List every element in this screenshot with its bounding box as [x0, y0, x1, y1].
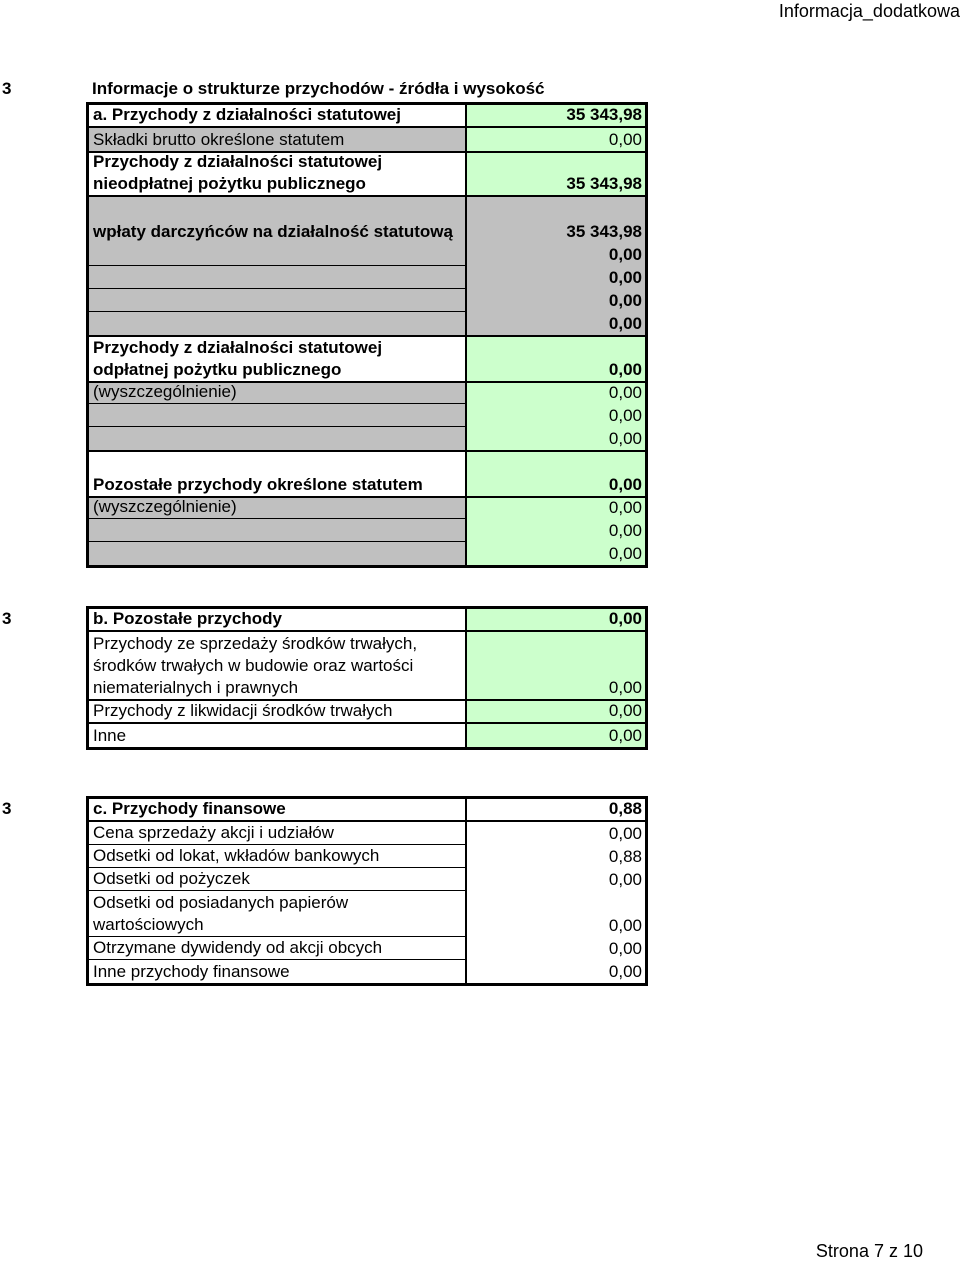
table-row: [89, 891, 645, 937]
row-label: b. Pozostałe przychody: [89, 609, 465, 630]
table-financial-revenue: [86, 796, 648, 986]
table-row: [89, 519, 645, 542]
row-value: 0,00: [465, 266, 645, 289]
row-value: 0,00: [465, 452, 645, 496]
row-label: [89, 312, 465, 335]
row-value: 0,00: [465, 868, 645, 891]
row-value: 0,00: [465, 128, 645, 151]
section-number: 3: [2, 799, 12, 818]
row-label: [89, 289, 465, 312]
table-row: [89, 609, 645, 632]
row-label: Pozostałe przychody określone statutem: [89, 452, 465, 496]
row-value: 0,00: [465, 609, 645, 630]
table-row: [89, 937, 645, 960]
row-label: Odsetki od posiadanych papierów wartościowych: [89, 891, 465, 937]
table-row: [89, 128, 645, 151]
table-row: [89, 496, 645, 519]
table-row: [89, 427, 645, 450]
row-value: 0,00: [465, 519, 645, 542]
row-value: 0,00: [465, 337, 645, 381]
table-row: [89, 404, 645, 427]
row-label: a. Przychody z działalności statutowej: [89, 105, 465, 126]
table-other-revenue: [86, 606, 648, 750]
table-row: [89, 151, 645, 197]
row-label: Inne: [89, 724, 465, 747]
row-label: Otrzymane dywidendy od akcji obcych: [89, 937, 465, 960]
row-value: 35 343,98: [465, 197, 645, 243]
row-label: [89, 404, 465, 427]
row-label: [89, 542, 465, 565]
row-label: Przychody ze sprzedaży środków trwałych, środków trwałych w budowie oraz wartości niematerialnych i prawnych: [89, 632, 465, 699]
row-value: 0,00: [465, 724, 645, 747]
row-label: Odsetki od pożyczek: [89, 868, 465, 891]
table-row: [89, 542, 645, 565]
section-number: 3: [2, 79, 12, 98]
row-value: 0,00: [465, 404, 645, 427]
table-row: [89, 960, 645, 983]
row-label: [89, 266, 465, 289]
row-value: 0,00: [465, 822, 645, 845]
row-value: 0,00: [465, 632, 645, 699]
row-value: 0,00: [465, 312, 645, 335]
table-row: [89, 845, 645, 868]
table-row: [89, 197, 645, 243]
row-value: 0,00: [465, 498, 645, 519]
row-label: Cena sprzedaży akcji i udziałów: [89, 822, 465, 845]
row-value: 0,00: [465, 289, 645, 312]
table-row: [89, 312, 645, 335]
row-label: Przychody z działalności statutowej odpłatnej pożytku publicznego: [89, 337, 465, 381]
table-row: [89, 381, 645, 404]
table-row: [89, 799, 645, 822]
row-value: 35 343,98: [465, 153, 645, 195]
row-label: [89, 427, 465, 450]
table-statutory-revenue: [86, 102, 648, 568]
table-row: [89, 868, 645, 891]
row-value: 0,00: [465, 891, 645, 937]
row-value: 0,88: [465, 845, 645, 868]
table-row: [89, 243, 645, 266]
row-value: 0,00: [465, 701, 645, 722]
row-value: 0,00: [465, 937, 645, 960]
table-row: [89, 450, 645, 496]
row-label: wpłaty darczyńców na działalność statutową: [89, 197, 465, 243]
row-label: [89, 243, 465, 266]
row-label: Odsetki od lokat, wkładów bankowych: [89, 845, 465, 868]
row-label: (wyszczególnienie): [89, 383, 465, 404]
row-label: Składki brutto określone statutem: [89, 128, 465, 151]
table-row: [89, 105, 645, 128]
table-row: [89, 266, 645, 289]
row-label: [89, 519, 465, 542]
page-number: Strona 7 z 10: [815, 1241, 923, 1261]
row-value: 0,00: [465, 542, 645, 565]
row-value: 0,00: [465, 383, 645, 404]
sheet-name: Informacja_dodatkowa: [778, 1, 960, 21]
row-label: Przychody z działalności statutowej nieodpłatnej pożytku publicznego: [89, 153, 465, 195]
section-number: 3: [2, 609, 12, 628]
row-value: 0,00: [465, 960, 645, 983]
table-row: [89, 335, 645, 381]
row-label: Przychody z likwidacji środków trwałych: [89, 701, 465, 722]
row-value: 0,00: [465, 427, 645, 450]
table-row: [89, 632, 645, 701]
table-row: [89, 289, 645, 312]
table-row: [89, 724, 645, 747]
row-label: (wyszczególnienie): [89, 498, 465, 519]
table-row: [89, 822, 645, 845]
table-row: [89, 701, 645, 724]
row-value: 35 343,98: [465, 105, 645, 126]
section-heading: Informacje o strukturze przychodów - źródła i wysokość: [92, 79, 545, 98]
row-label: c. Przychody finansowe: [89, 799, 465, 820]
row-value: 0,00: [465, 243, 645, 266]
row-value: 0,88: [465, 799, 645, 820]
row-label: Inne przychody finansowe: [89, 960, 465, 983]
